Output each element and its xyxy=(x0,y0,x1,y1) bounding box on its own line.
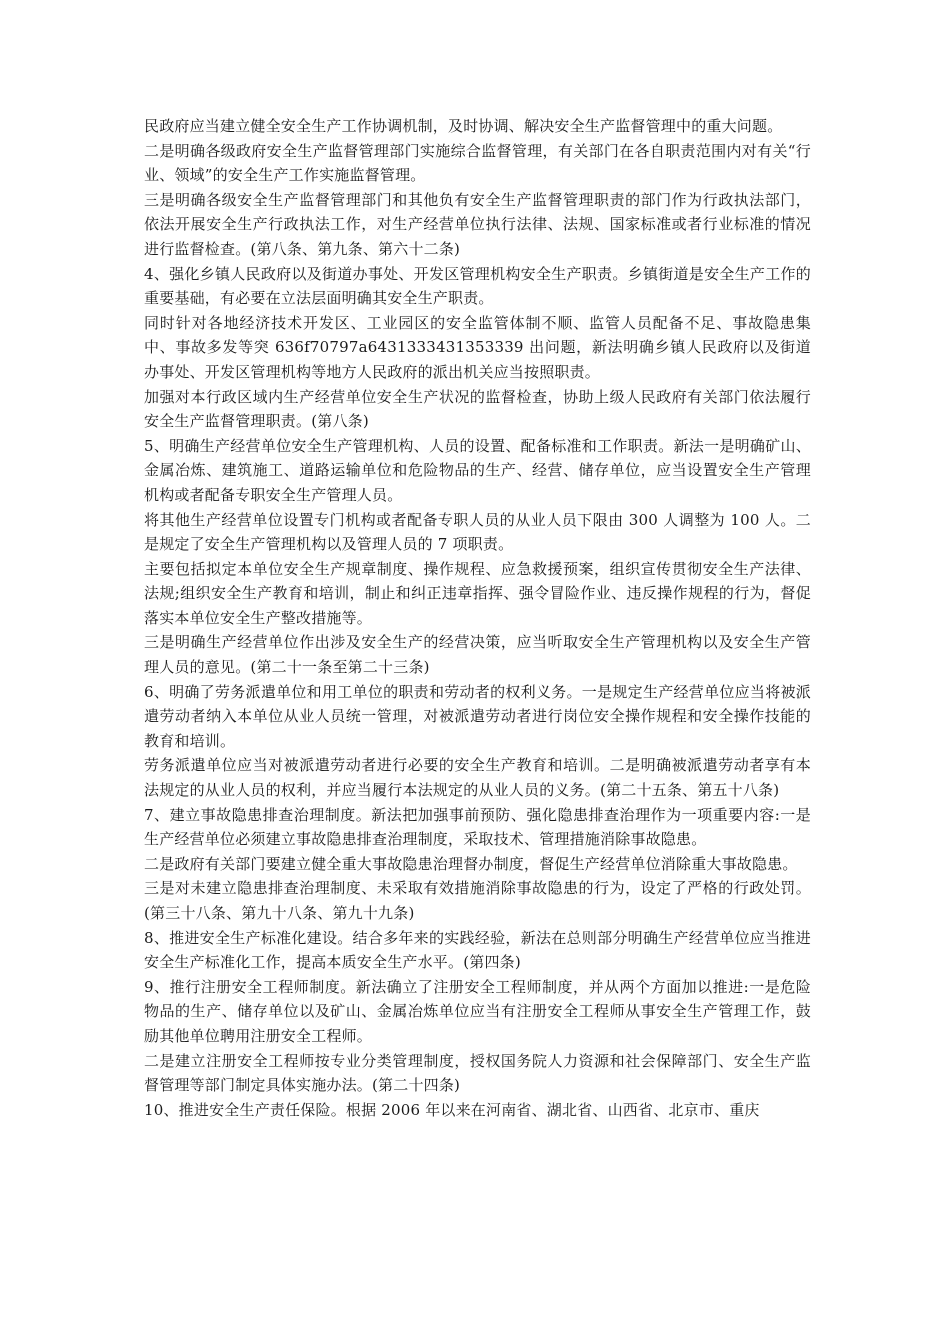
paragraph: 主要包括拟定本单位安全生产规章制度、操作规程、应急救援预案，组织宣传贯彻安全生产法律、法规;组织安全生产教育和培训，制止和纠正违章指挥、强令冒险作业、违反操作规程的行为，督促落实本单位安全生产整改措施等。 xyxy=(144,559,811,627)
paragraph: 8、推进安全生产标准化建设。结合多年来的实践经验，新法在总则部分明确生产经营单位应当推进安全生产标准化工作，提高本质安全生产水平。(第四条) xyxy=(144,928,811,972)
paragraph: 二是政府有关部门要建立健全重大事故隐患治理督办制度，督促生产经营单位消除重大事故隐患。 xyxy=(144,854,798,873)
paragraph: 三是明确生产经营单位作出涉及安全生产的经营决策，应当听取安全生产管理机构以及安全生产管理人员的意见。(第二十一条至第二十三条) xyxy=(144,633,811,677)
paragraph: 5、明确生产经营单位安全生产管理机构、人员的设置、配备标准和工作职责。新法一是明确矿山、金属冶炼、建筑施工、道路运输单位和危险物品的生产、经营、储存单位，应当设置安全生产管理机构或者配备专职安全生产管理人员。 xyxy=(144,436,811,504)
paragraph: 6、明确了劳务派遣单位和用工单位的职责和劳动者的权利义务。一是规定生产经营单位应当将被派遣劳动者纳入本单位从业人员统一管理，对被派遣劳动者进行岗位安全操作规程和安全操作技能的教育和培训。 xyxy=(144,682,811,750)
paragraph: 加强对本行政区域内生产经营单位安全生产状况的监督检查，协助上级人民政府有关部门依法履行安全生产监督管理职责。(第八条) xyxy=(144,387,811,431)
paragraph: 同时针对各地经济技术开发区、工业园区的安全监管体制不顺、监管人员配备不足、事故隐患集中、事故多发等突 636f70797a6431333431353339 出问题，新法明确乡镇人民政府以及街道办事处、开发区管理机构等地方人民政府的派出机关应当按照职责。 xyxy=(144,313,811,381)
paragraph: 劳务派遣单位应当对被派遣劳动者进行必要的安全生产教育和培训。二是明确被派遣劳动者享有本法规定的从业人员的权利，并应当履行本法规定的从业人员的义务。(第二十五条、第五十八条) xyxy=(144,756,811,800)
paragraph: 10、推进安全生产责任保险。根据 2006 年以来在河南省、湖北省、山西省、北京市、重庆 xyxy=(144,1100,760,1119)
paragraph: 二是明确各级政府安全生产监督管理部门实施综合监督管理，有关部门在各自职责范围内对有关“行业、领域”的安全生产工作实施监督管理。 xyxy=(144,141,811,185)
paragraph: 4、强化乡镇人民政府以及街道办事处、开发区管理机构安全生产职责。乡镇街道是安全生产工作的重要基础，有必要在立法层面明确其安全生产职责。 xyxy=(144,264,811,308)
paragraph: 二是建立注册安全工程师按专业分类管理制度，授权国务院人力资源和社会保障部门、安全生产监督管理等部门制定具体实施办法。(第二十四条) xyxy=(144,1051,811,1095)
paragraph: 9、推行注册安全工程师制度。新法确立了注册安全工程师制度，并从两个方面加以推进:一是危险物品的生产、储存单位以及矿山、金属冶炼单位应当有注册安全工程师从事安全生产管理工作，鼓励其他单位聘用注册安全工程师。 xyxy=(144,977,811,1045)
paragraph: 民政府应当建立健全安全生产工作协调机制，及时协调、解决安全生产监督管理中的重大问题。 xyxy=(144,117,783,135)
paragraph: 三是对未建立隐患排查治理制度、未采取有效措施消除事故隐患的行为，设定了严格的行政处罚。(第三十八条、第九十八条、第九十九条) xyxy=(144,879,811,922)
document-body xyxy=(144,114,811,1122)
paragraph: 将其他生产经营单位设置专门机构或者配备专职人员的从业人员下限由 300 人调整为 100 人。二是规定了安全生产管理机构以及管理人员的 7 项职责。 xyxy=(144,510,811,554)
paragraph: 三是明确各级安全生产监督管理部门和其他负有安全生产监督管理职责的部门作为行政执法部门，依法开展安全生产行政执法工作，对生产经营单位执行法律、法规、国家标准或者行业标准的情况进行监督检查。(第八条、第九条、第六十二条) xyxy=(144,190,811,258)
paragraph: 7、建立事故隐患排查治理制度。新法把加强事前预防、强化隐患排查治理作为一项重要内容:一是生产经营单位必须建立事故隐患排查治理制度，采取技术、管理措施消除事故隐患。 xyxy=(144,805,811,849)
